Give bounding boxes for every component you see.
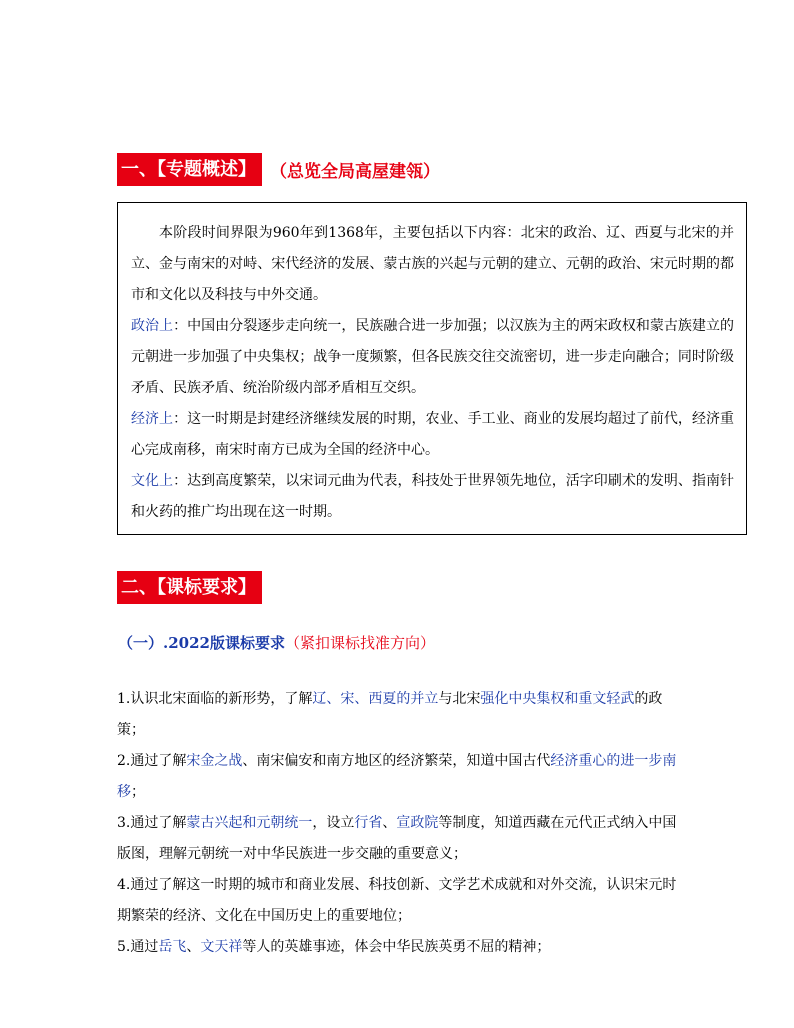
req-text: 与北宋 xyxy=(438,691,481,707)
requirement-item xyxy=(117,932,677,963)
section-2-header xyxy=(117,571,262,604)
requirements-list xyxy=(117,684,677,963)
subsection-heading xyxy=(118,632,435,653)
economy-label: 经济上 xyxy=(131,411,174,427)
req-text: 、 xyxy=(382,815,397,831)
subsection-note: （紧扣课标找准方向） xyxy=(284,634,435,652)
req-text: 、南宋偏安和南方地区的经济繁荣，知道中国古代 xyxy=(242,753,551,769)
req-text: 4.通过了解这一时期的城市和商业发展、科技创新、文学艺术成就和对外交流，认识宋元时期繁荣的经济、文化在中国历史上的重要地位； xyxy=(117,877,677,924)
overview-culture xyxy=(131,466,734,528)
requirement-item xyxy=(117,808,677,870)
requirement-item xyxy=(117,684,677,746)
req-highlight: 辽、宋、西夏的并立 xyxy=(312,691,439,707)
subsection-number: （一）.2022版课标要求 xyxy=(118,634,285,652)
requirement-item xyxy=(117,870,677,932)
section-1-badge: 一、【专题概述】 xyxy=(117,153,262,186)
req-text: ，设立 xyxy=(312,815,355,831)
req-highlight: 经济重心的进一步南移 xyxy=(117,753,677,800)
overview-box xyxy=(117,202,747,535)
req-text: 、 xyxy=(186,939,201,955)
overview-politics xyxy=(131,311,734,404)
req-text: 5.通过 xyxy=(117,939,159,955)
politics-text: ：中国由分裂逐步走向统一，民族融合进一步加强；以汉族为主的两宋政权和蒙古族建立的元朝进一步加强了中央集权；战争一度频繁，但各民族交往交流密切，进一步走向融合；同时阶级矛盾、民族矛盾、统治阶级内部矛盾相互交织。 xyxy=(131,318,735,396)
req-text: 的政策； xyxy=(117,691,663,738)
politics-label: 政治上 xyxy=(131,318,174,334)
overview-intro: 本阶段时间界限为960年到1368年，主要包括以下内容：北宋的政治、辽、西夏与北宋的并立、金与南宋的对峙、宋代经济的发展、蒙古族的兴起与元朝的建立、元朝的政治、宋元时期的都市和文化以及科技与中外交通。 xyxy=(131,225,734,303)
economy-text: ：这一时期是封建经济继续发展的时期，农业、手工业、商业的发展均超过了前代，经济重心完成南移，南宋时南方已成为全国的经济中心。 xyxy=(131,411,735,458)
overview-economy xyxy=(131,404,734,466)
req-highlight: 岳飞 xyxy=(158,939,187,955)
req-text: 等制度，知道西藏在元代正式纳入中国版图，理解元朝统一对中华民族进一步交融的重要意义； xyxy=(117,815,677,862)
req-text: 1.认识北宋面临的新形势，了解 xyxy=(117,691,313,707)
req-text: 2.通过了解 xyxy=(117,753,187,769)
culture-text: ：达到高度繁荣，以宋词元曲为代表，科技处于世界领先地位，活字印刷术的发明、指南针和火药的推广均出现在这一时期。 xyxy=(131,473,735,520)
section-1-header xyxy=(117,153,440,186)
culture-label: 文化上 xyxy=(131,473,174,489)
req-text: ； xyxy=(131,784,145,800)
section-2-badge: 二、【课标要求】 xyxy=(117,571,262,604)
requirement-item xyxy=(117,746,677,808)
section-1-subtitle: （总览全局高屋建瓴） xyxy=(270,162,440,182)
req-highlight: 宣政院 xyxy=(396,815,439,831)
req-highlight: 行省 xyxy=(354,815,383,831)
req-text: 3.通过了解 xyxy=(117,815,187,831)
req-text: 等人的英雄事迹，体会中华民族英勇不屈的精神； xyxy=(242,939,551,955)
req-highlight: 文天祥 xyxy=(200,939,243,955)
req-highlight: 强化中央集权和重文轻武 xyxy=(480,691,635,707)
req-highlight: 蒙古兴起和元朝统一 xyxy=(186,815,313,831)
req-highlight: 宋金之战 xyxy=(186,753,243,769)
